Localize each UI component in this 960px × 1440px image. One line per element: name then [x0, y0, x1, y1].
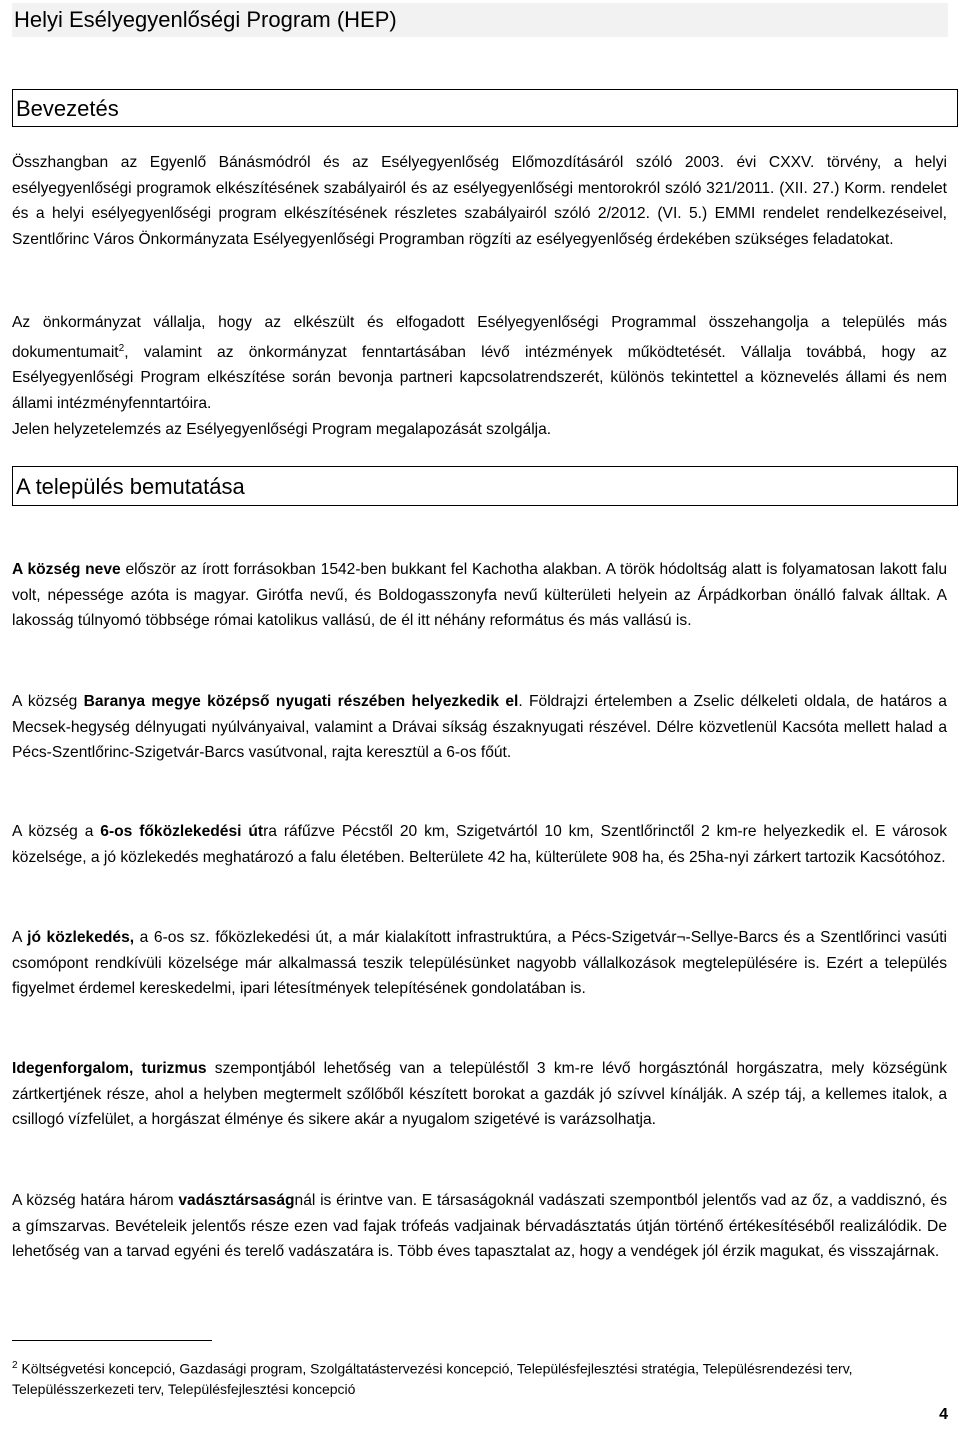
intro-paragraph-2-part-c: Jelen helyzetelemzés az Esélyegyenlőségi Program megalapozását szolgálja. [12, 420, 552, 438]
settlement-paragraph-4 [12, 925, 947, 1002]
settlement-paragraph-6 [12, 1188, 947, 1265]
settlement-paragraph-1 [12, 557, 947, 634]
bold-phrase: Idegenforgalom, turizmus [12, 1060, 207, 1077]
paragraph-text: . Földrajzi értelemben a Zselic délkeleti oldala, de határos a Mecsek-hegység délnyugati nyúlványaival, valamint a Drávai síkság északnyugati részével. Délre közvetlenül Kacsóta mellett halad a Pécs-Szentlőrinc-Szigetvár-Barcs vasútvonal, rajta keresztül a 6-os főút. [12, 693, 947, 762]
intro-paragraph-2-part-b: , valamint az önkormányzat fenntartásában lévő intézmények működtetését. Vállalja továbbá, hogy az Esélyegyenlőségi Program elkészítése során bevonja partneri kapcsolatrendszerét, különös tekintettel a köznevelés állami és nem állami intézményfenntartóira. [12, 343, 947, 412]
paragraph-text: A község a [12, 823, 101, 840]
paragraph-text: nál is érintve van. E társaságoknál vadászati szempontból jelentős vad az őz, a vaddisznó, és a gímszarvas. Bevételeik jelentős része ezen vad fajak trófeás vadjainak bérvadásztatás útján történő értékesítéséből realizálódik. De lehetőség van a tarvad egyéni és terelő vadászatára is. Több éves tapasztalat az, hogy a vendégek jól érzik magukat, és visszajárnak. [12, 1192, 947, 1261]
bold-phrase: 6-os főközlekedési út [100, 823, 264, 840]
intro-paragraph-2-part-a: Az önkormányzat vállalja, hogy az elkészült és elfogadott Esélyegyenlőségi Programmal összehangolja a település más dokumentumait [12, 314, 947, 361]
section-heading-telepules: A település bemutatása [12, 466, 958, 506]
section-heading-bevezetes: Bevezetés [12, 89, 958, 127]
settlement-paragraph-2 [12, 689, 947, 766]
document-title: Helyi Esélyegyenlőségi Program (HEP) [12, 3, 948, 37]
paragraph-text: A község határa három [12, 1192, 179, 1209]
paragraph-text: A község [12, 693, 84, 710]
bold-phrase: jó közlekedés, [27, 929, 135, 946]
paragraph-text: ra ráfűzve Pécstől 20 km, Szigetvártól 10 km, Szentlőrinctől 2 km-re helyezkedik el. E városok közelsége, a jó közlekedés meghatározó a falu életében. Belterülete 42 ha, külterülete 908 ha, és 25ha-nyi zárkert tartozik Kacsótóhoz. [12, 823, 947, 866]
bold-phrase: vadásztársaság [178, 1192, 295, 1209]
paragraph-text: a 6-os sz. főközlekedési út, a már kialakított infrastruktúra, a Pécs-Szigetvár¬-Sellye-Barcs és a Szentlőrinci vasúti csomópont rendkívüli közelsége már alkalmassá teszik településünket nagyobb vállalkozások megtelepülésére is. Ezért a település figyelmet érdemel kereskedelmi, ipari létesítmények telepítésének gondolatában is. [12, 929, 948, 998]
footnote-text: Költségvetési koncepció, Gazdasági program, Szolgáltatástervezési koncepció, Településfejlesztési stratégia, Településrendezési terv, Településszerkezeti terv, Településfejlesztési koncepció [12, 1360, 853, 1397]
footnote-reference: 2 [118, 342, 125, 354]
paragraph-text: szempontjából lehetőség van a településtől 3 km-re lévő horgásztónál horgászatra, mely községünk zártkertjének része, ahol a helyben megtermelt szőlőből készített borokat a gazdák jó szívvel kínálják. A szép táj, a kellemes italok, a csillogó vízfelület, a horgászat élménye és sikere akár a nyugalom szigetévé is varázsolhatja. [12, 1060, 947, 1129]
footnote-divider [12, 1340, 212, 1341]
intro-paragraph-1: Összhangban az Egyenlő Bánásmódról és az Esélyegyenlőség Előmozdításáról szóló 2003. évi CXXV. törvény, a helyi esélyegyenlőségi programok elkészítésének szabályairól és az esélyegyenlőségi mentorokról szóló 321/2011. (XII. 27.) Korm. rendelet és a helyi esélyegyenlőségi program elkészítésének részletes szabályairól szóló 2/2012. (VI. 5.) EMMI rendelet rendelkezéseivel, Szentlőrinc Város Önkormányzata Esélyegyenlőségi Programban rögzíti az esélyegyenlőség érdekében szükséges feladatokat. [12, 154, 947, 248]
footnote-mark: 2 [12, 1360, 18, 1371]
paragraph-text: A [12, 929, 28, 946]
settlement-paragraph-3 [12, 819, 947, 870]
footnote [12, 1356, 947, 1399]
page-number: 4 [939, 1406, 948, 1423]
intro-paragraph-2 [12, 310, 947, 442]
bold-phrase: A község neve [12, 561, 121, 578]
paragraph-text: először az írott forrásokban 1542-ben bukkant fel Kachotha alakban. A török hódoltság alatt is folyamatosan lakott falu volt, népessége azóta is magyar. Girótfa nevű, és Boldogasszonyfa nevű külterületi helyein az Árpádkorban önálló falvak álltak. A lakosság túlnyomó többsége római katolikus vallású, de él itt néhány református és más vallású is. [12, 561, 947, 630]
settlement-paragraph-5 [12, 1056, 947, 1133]
bold-phrase: Baranya megye középső nyugati részében helyezkedik el [83, 693, 519, 710]
